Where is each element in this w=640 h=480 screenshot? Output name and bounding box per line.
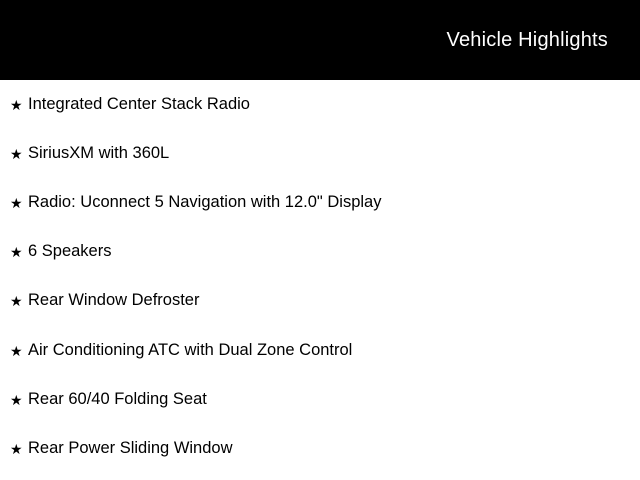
star-icon: ★: [10, 244, 23, 261]
list-item: [0, 129, 640, 178]
star-icon: ★: [10, 440, 23, 457]
star-icon: ★: [10, 145, 23, 162]
list-item: [0, 375, 640, 424]
highlight-label: 6 Speakers: [28, 242, 112, 261]
star-icon: ★: [10, 96, 23, 113]
star-icon: ★: [10, 391, 23, 408]
highlight-label: Rear Power Sliding Window: [28, 439, 233, 457]
list-item: [0, 326, 640, 375]
page-header: [0, 0, 640, 80]
page-title: Vehicle Highlights: [446, 29, 608, 51]
highlight-label: Rear Window Defroster: [28, 291, 200, 310]
highlight-label: Integrated Center Stack Radio: [28, 94, 250, 113]
highlight-label: Air Conditioning ATC with Dual Zone Control: [28, 340, 353, 359]
star-icon: ★: [10, 293, 23, 310]
list-item: [0, 228, 640, 277]
highlight-label: SiriusXM with 360L: [28, 143, 170, 162]
list-item: [0, 178, 640, 227]
highlight-label: Rear 60/40 Folding Seat: [28, 389, 207, 408]
list-item: [0, 424, 640, 473]
star-icon: ★: [10, 194, 23, 211]
list-item: [0, 277, 640, 326]
highlight-label: Radio: Uconnect 5 Navigation with 12.0" Display: [28, 193, 382, 212]
vehicle-highlights-list: [0, 80, 640, 474]
star-icon: ★: [10, 342, 23, 359]
list-item: [0, 80, 640, 129]
